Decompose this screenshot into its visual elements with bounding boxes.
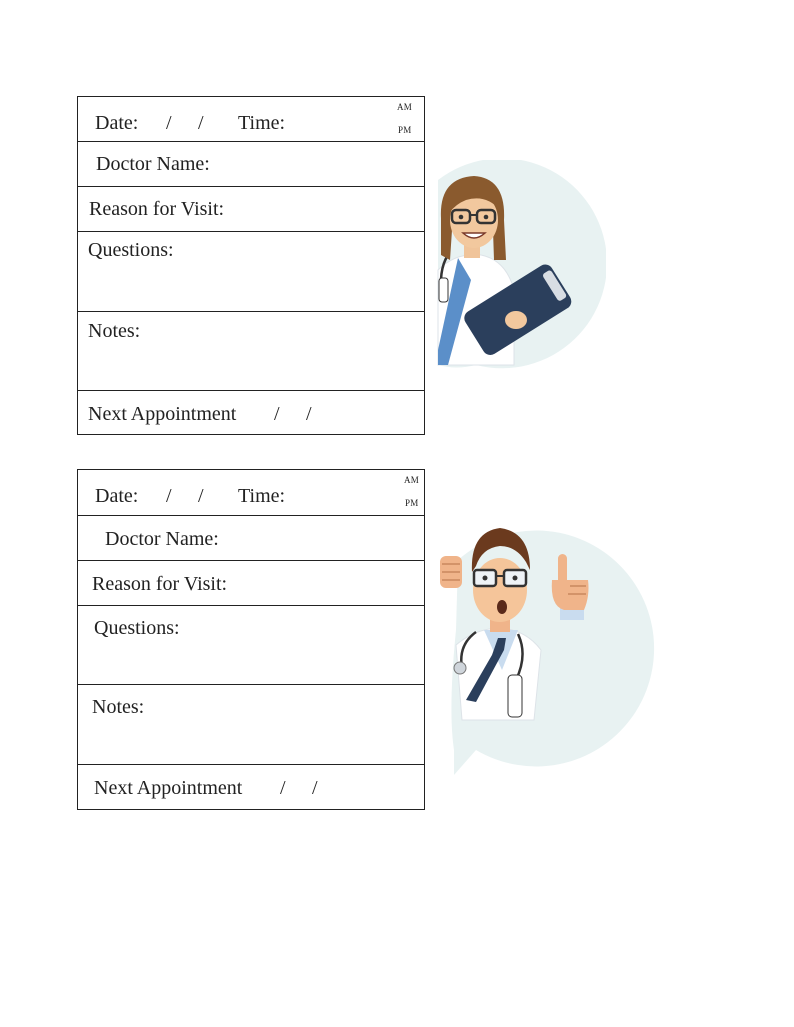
next-slash: / (280, 777, 286, 799)
pm-label: PM (398, 125, 412, 135)
stethoscope-chest-piece (454, 662, 466, 674)
reason-row (78, 186, 424, 232)
date-time-row (78, 97, 424, 142)
appointment-form-2 (77, 469, 425, 810)
date-slash: / (198, 112, 204, 134)
next-appointment-row (78, 390, 424, 435)
next-slash: / (312, 777, 318, 799)
notes-row (78, 684, 424, 765)
doctor-name-row (78, 515, 424, 561)
reason-label: Reason for Visit: (92, 573, 228, 595)
notes-label: Notes: (88, 320, 141, 342)
am-label: AM (404, 475, 420, 485)
appointment-form-1 (77, 96, 425, 435)
stethoscope-tube (439, 278, 448, 302)
next-slash: / (306, 403, 312, 425)
female-doctor-illustration (436, 160, 606, 380)
notes-label: Notes: (92, 696, 145, 718)
date-label: Date: (95, 485, 139, 507)
doctor-name-row (78, 141, 424, 187)
stethoscope-tube (508, 675, 522, 717)
questions-label: Questions: (88, 239, 174, 261)
doctor-name-label: Doctor Name: (96, 153, 210, 175)
eye (459, 215, 464, 220)
reason-row (78, 560, 424, 606)
male-doctor-illustration (436, 510, 656, 780)
next-appointment-label: Next Appointment (94, 777, 243, 799)
pm-label: PM (405, 498, 419, 508)
eye (513, 576, 518, 581)
hand (505, 311, 527, 329)
questions-row (78, 231, 424, 312)
date-slash: / (166, 112, 172, 134)
eye (484, 215, 489, 220)
mouth (497, 600, 507, 614)
date-time-row (78, 470, 424, 516)
date-slash: / (166, 485, 172, 507)
date-slash: / (198, 485, 204, 507)
pointing-finger (558, 554, 567, 586)
notes-row (78, 311, 424, 391)
eye (483, 576, 488, 581)
date-label: Date: (95, 112, 139, 134)
next-slash: / (274, 403, 280, 425)
reason-label: Reason for Visit: (89, 198, 225, 220)
questions-label: Questions: (94, 617, 180, 639)
next-appointment-row (78, 764, 424, 810)
questions-row (78, 605, 424, 685)
hand (552, 580, 589, 610)
time-label: Time: (238, 485, 286, 507)
time-label: Time: (238, 112, 286, 134)
next-appointment-label: Next Appointment (88, 403, 237, 425)
am-label: AM (397, 102, 413, 112)
doctor-name-label: Doctor Name: (105, 528, 219, 550)
